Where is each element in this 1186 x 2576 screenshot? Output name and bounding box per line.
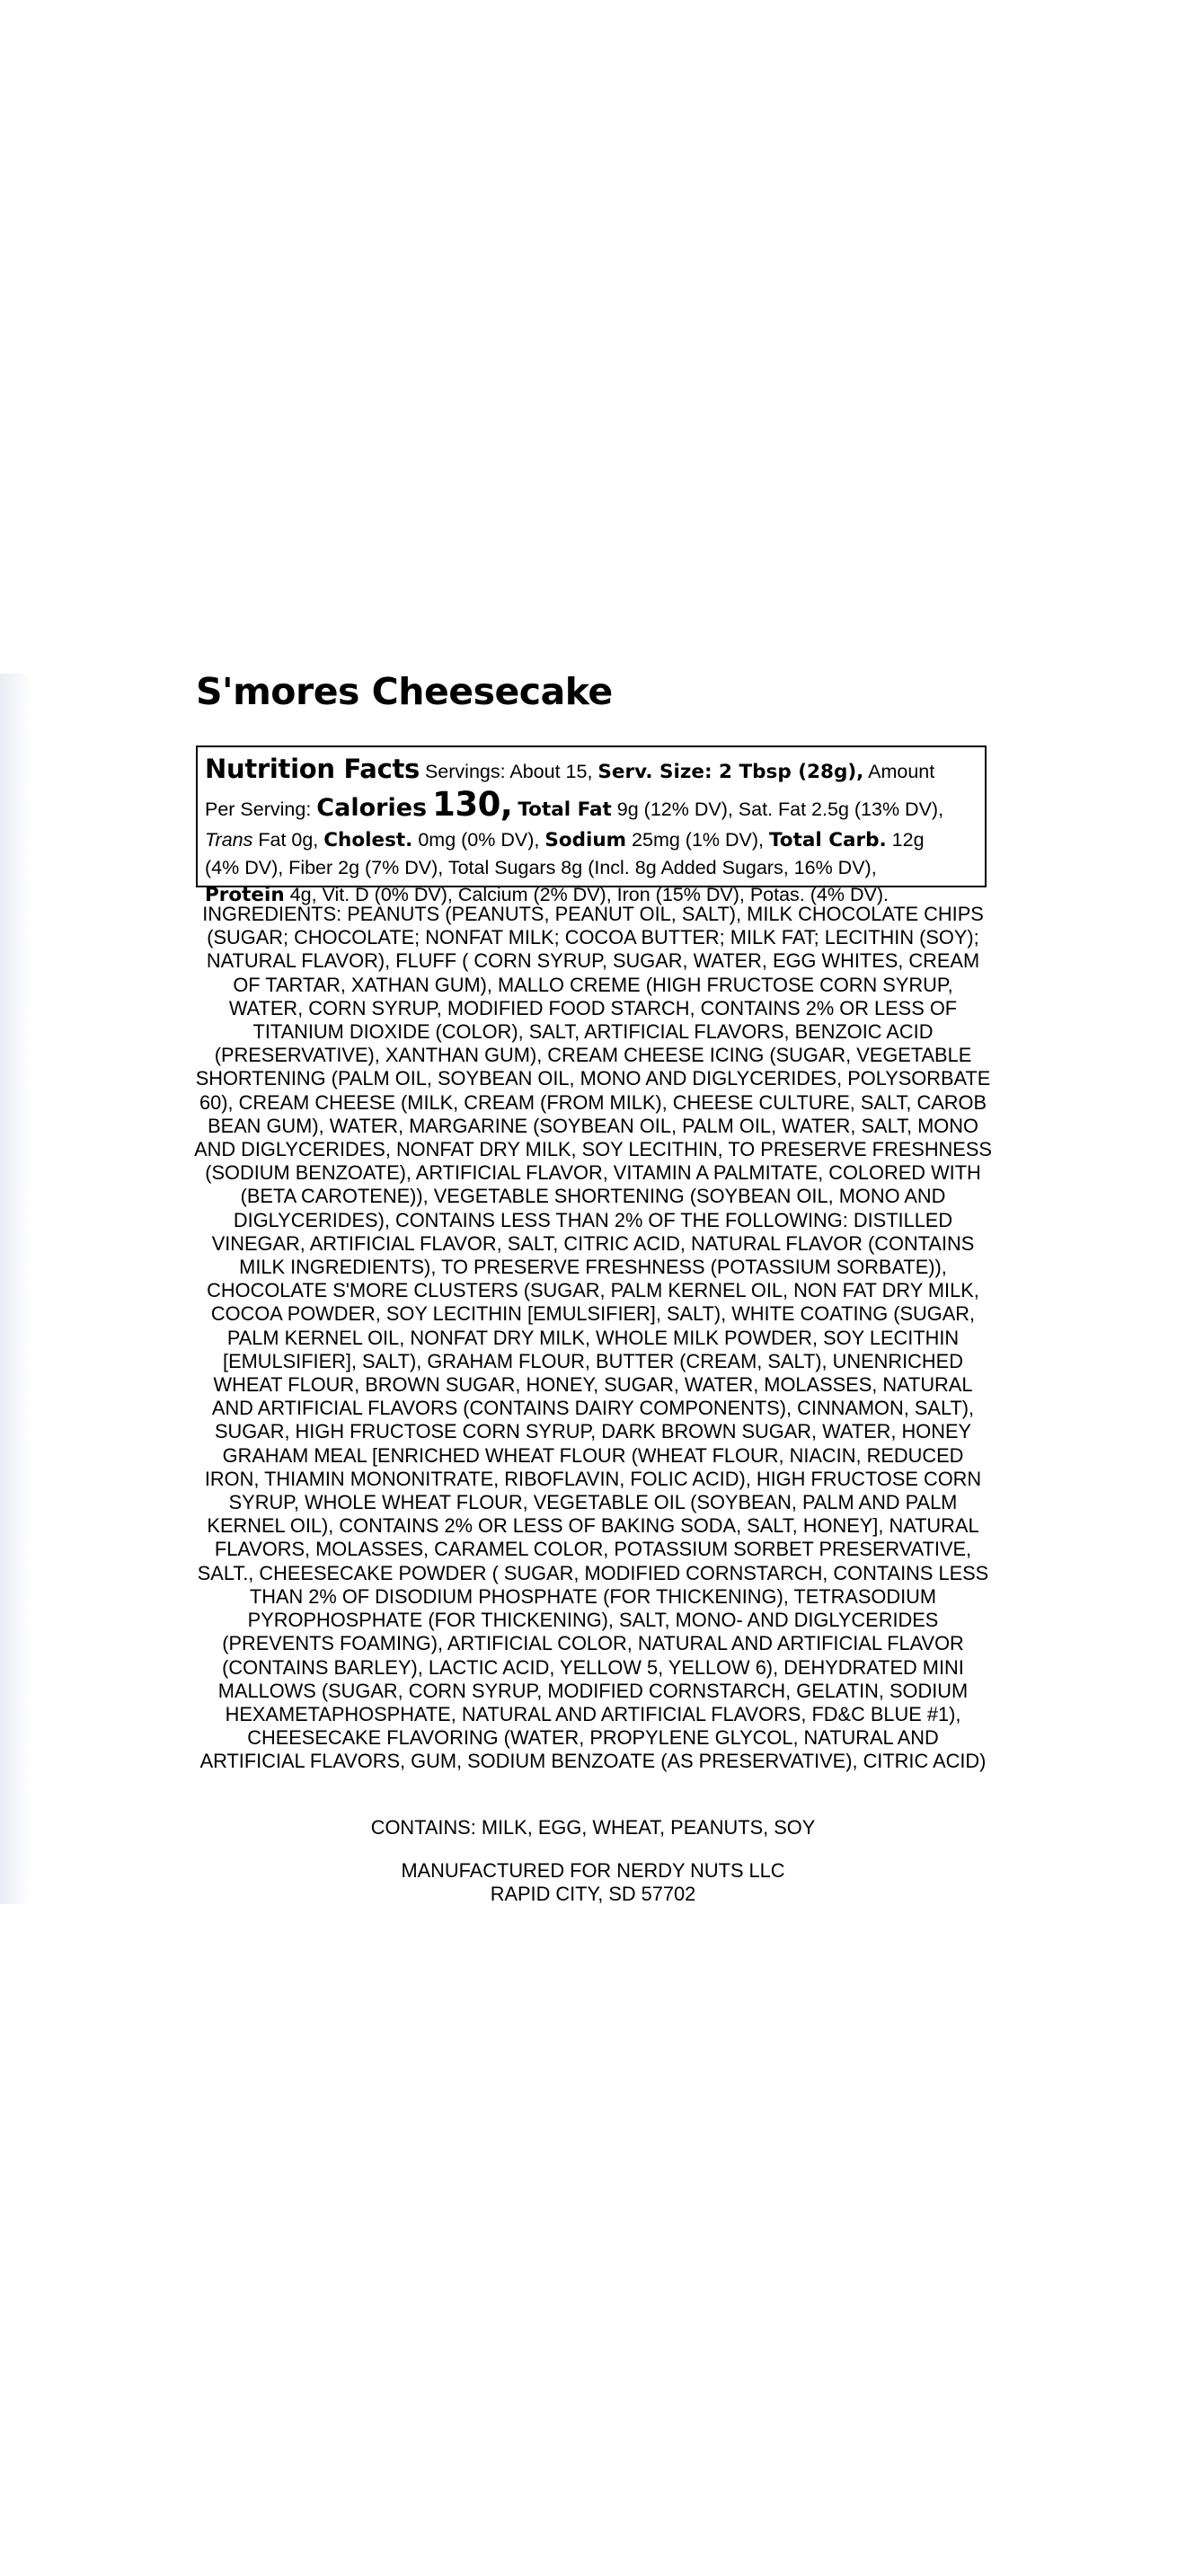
nutrition-line-3 [205,826,978,854]
cholesterol-label: Cholest. [323,829,413,851]
trans-label: Trans [205,829,253,851]
allergen-statement: CONTAINS: MILK, EGG, WHEAT, PEANUTS, SOY [370,1816,816,1839]
manufacturer-address: RAPID CITY, SD 57702 [490,1883,696,1905]
total-carb-value: 12g [891,829,925,851]
ingredients-list: INGREDIENTS: PEANUTS (PEANUTS, PEANUT OIL, SALT), MILK CHOCOLATE CHIPS (SUGAR; CHOCOLATE; NONFAT MILK; COCOA BUTTER; MILK FAT; LECITHIN (SOY); NATURAL FLAVOR), FLUFF ( CORN SYRUP, SUGAR, WATER, EGG WHITES, CREAM OF TARTAR, XATHAN GUM), MALLO CREME (HIGH FRUCTOSE CORN SYRUP, WATER, CORN SYRUP, MODIFIED FOOD STARCH, CONTAINS 2% OR LESS OF TITANIUM DIOXIDE (COLOR), SALT, ARTIFICIAL FLAVORS, BENZOIC ACID (PRESERVATIVE), XANTHAN GUM), CREAM CHEESE ICING (SUGAR, VEGETABLE SHORTENING (PALM OIL, SOYBEAN OIL, MONO AND DIGLYCERIDES, POLYSORBATE 60), CREAM CHEESE (MILK, CREAM (FROM MILK), CHEESE CULTURE, SALT, CAROB BEAN GUM), WATER, MARGARINE (SOYBEAN OIL, PALM OIL, WATER, SALT, MONO AND DIGLYCERIDES, NONFAT DRY MILK, SOY LECITHIN, TO PRESERVE FRESHNESS (SODIUM BENZOATE), ARTIFICIAL FLAVOR, VITAMIN A PALMITATE, COLORED WITH (BETA CAROTENE)), VEGETABLE SHORTENING (SOYBEAN OIL, MONO AND DIGLYCERIDES), CONTAINS LESS THAN 2% OF THE FOLLOWING: DISTILLED VINEGAR, ARTIFICIAL FLAVOR, SALT, CITRIC ACID, NATURAL FLAVOR (CONTAINS MILK INGREDIENTS), TO PRESERVE FRESHNESS (POTASSIUM SORBATE)), CHOCOLATE S'MORE CLUSTERS (SUGAR, PALM KERNEL OIL, NON FAT DRY MILK, COCOA POWDER, SOY LECITHIN [EMULSIFIER], SALT), WHITE COATING (SUGAR, PALM KERNEL OIL, NONFAT DRY MILK, WHOLE MILK POWDER, SOY LECITHIN [EMULSIFIER], SALT), GRAHAM FLOUR, BUTTER (CREAM, SALT), UNENRICHED WHEAT FLOUR, BROWN SUGAR, HONEY, SUGAR, WATER, MOLASSES, NATURAL AND ARTIFICIAL FLAVORS (CONTAINS DAIRY COMPONENTS), CINNAMON, SALT), SUGAR, HIGH FRUCTOSE CORN SYRUP, DARK BROWN SUGAR, WATER, HONEY GRAHAM MEAL [ENRICHED WHEAT FLOUR (WHEAT FLOUR, NIACIN, REDUCED IRON, THIAMIN MONONITRATE, RIBOFLAVIN, FOLIC ACID), HIGH FRUCTOSE CORN SYRUP, WHOLE WHEAT FLOUR, VEGETABLE OIL (SOYBEAN, PALM AND PALM KERNEL OIL), CONTAINS 2% OR LESS OF BAKING SODA, SALT, HONEY], NATURAL FLAVORS, MOLASSES, CARAMEL COLOR, POTASSIUM SORBET PRESERVATIVE, SALT., CHEESECAKE POWDER ( SUGAR, MODIFIED CORNSTARCH, CONTAINS LESS THAN 2% OF DISODIUM PHOSPHATE (FOR THICKENING), TETRASODIUM PYROPHOSPHATE (FOR THICKENING), SALT, MONO- AND DIGLYCERIDES (PREVENTS FOAMING), ARTIFICIAL COLOR, NATURAL AND ARTIFICIAL FLAVOR (CONTAINS BARLEY), LACTIC ACID, YELLOW 5, YELLOW 6), DEHYDRATED MINI MALLOWS (SUGAR, CORN SYRUP, MODIFIED CORNSTARCH, GELATIN, SODIUM HEXAMETAPHOSPHATE, NATURAL AND ARTIFICIAL FLAVORS, FD&C BLUE #1), CHEESECAKE FLAVORING (WATER, PROPYLENE GLYCOL, NATURAL AND ARTIFICIAL FLAVORS, GUM, SODIUM BENZOATE (AS PRESERVATIVE), CITRIC ACID) [194,903,992,1773]
manufacturer-info [194,1859,992,1906]
amount-text: Amount [868,761,935,782]
per-serving-text: Per Serving: [205,798,312,820]
nutrition-line-2 [205,785,978,826]
nutrition-line-4: (4% DV), Fiber 2g (7% DV), Total Sugars 8g (Incl. 8g Added Sugars, 16% DV), [205,857,877,878]
nutrition-facts-panel [196,745,987,906]
sodium-label: Sodium [544,829,627,851]
sodium-value: 25mg (1% DV), [632,829,765,851]
serving-size: Serv. Size: 2 Tbsp (28g), [597,761,864,783]
protein-value: 4g, Vit. D (0% DV), Calcium (2% DV), Iron (15% DV), Potas. (4% DV). [289,884,889,905]
cholesterol-value: 0mg (0% DV), [418,829,540,851]
total-fat-label: Total Fat [518,798,612,821]
nutrition-facts-heading: Nutrition Facts [205,754,420,784]
trans-value: Fat 0g, [258,829,319,851]
calories-label: Calories [316,794,428,822]
servings-text: Servings: About 15, [424,761,593,782]
calories-value: 130, [432,785,513,824]
background-shade [0,674,31,1904]
manufacturer-name: MANUFACTURED FOR NERDY NUTS LLC [401,1859,785,1882]
nutrition-line-1 [205,753,978,789]
total-carb-label: Total Carb. [769,829,887,851]
protein-label: Protein [205,884,285,906]
product-title: S'mores Cheesecake [196,670,613,713]
total-fat-value: 9g (12% DV), Sat. Fat 2.5g (13% DV), [616,798,944,820]
